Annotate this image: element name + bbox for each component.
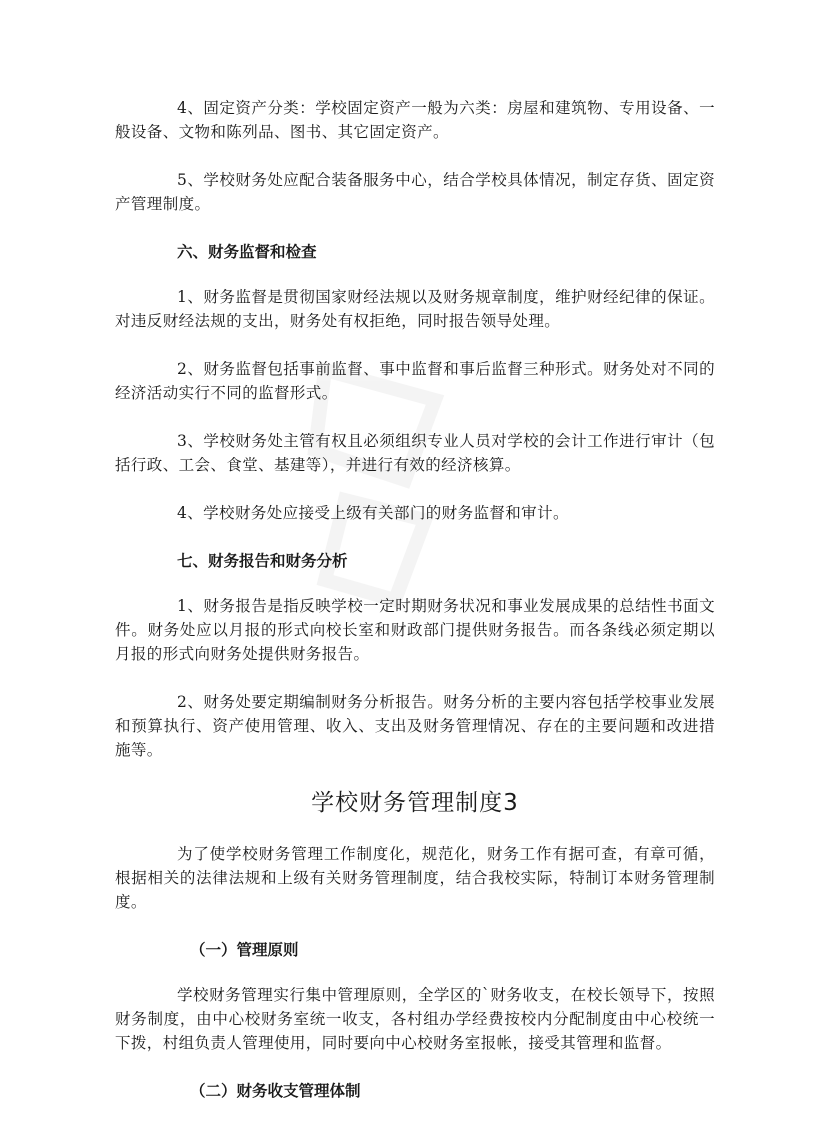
section-heading-financial-report: 七、财务报告和财务分析 — [177, 552, 348, 570]
paragraph-report-1: 1、财务报告是指反映学校一定时期财务状况和事业发展成果的总结性书面文件。财务处应以月报的形式向校长室和财政部门提供财务报告。而各条线必须定期以月报的形式向财务处提供财务报告。 — [115, 597, 715, 663]
document-body — [115, 96, 715, 1124]
paragraph-supervision-3: 3、学校财务处主管有权且必须组织专业人员对学校的会计工作进行审计（包括行政、工会、食堂、基建等），并进行有效的经济核算。 — [115, 432, 715, 474]
document-title: 学校财务管理制度3 — [311, 790, 519, 816]
paragraph-intro: 为了使学校财务管理工作制度化，规范化，财务工作有据可查，有章可循，根据相关的法律法规和上级有关财务管理制度，结合我校实际，特制订本财务管理制度。 — [115, 845, 715, 911]
paragraph-asset-management-rules: 5、学校财务处应配合装备服务中心，结合学校具体情况，制定存货、固定资产管理制度。 — [115, 171, 715, 213]
paragraph-management-principle: 学校财务管理实行集中管理原则，全学区的`财务收支，在校长领导下，按照财务制度，由中心校财务室统一收支，各村组办学经费按校内分配制度由中心校统一下拨，村组负责人管理使用，同时要向中心校财务室报帐，接受其管理和监督。 — [115, 986, 715, 1052]
paragraph-supervision-2: 2、财务监督包括事前监督、事中监督和事后监督三种形式。财务处对不同的经济活动实行不同的监督形式。 — [115, 360, 715, 402]
section-heading-financial-supervision: 六、财务监督和检查 — [177, 243, 317, 261]
subsection-heading-management-principle: （一）管理原则 — [190, 941, 299, 959]
subsection-heading-revenue-expense-system: （二）财务收支管理体制 — [190, 1082, 361, 1100]
paragraph-fixed-asset-categories: 4、固定资产分类：学校固定资产一般为六类：房屋和建筑物、专用设备、一般设备、文物和陈列品、图书、其它固定资产。 — [115, 99, 715, 141]
paragraph-report-2: 2、财务处要定期编制财务分析报告。财务分析的主要内容包括学校事业发展和预算执行、资产使用管理、收入、支出及财务管理情况、存在的主要问题和改进措施等。 — [115, 693, 715, 759]
paragraph-supervision-4: 4、学校财务处应接受上级有关部门的财务监督和审计。 — [177, 504, 569, 522]
paragraph-supervision-1: 1、财务监督是贯彻国家财经法规以及财务规章制度，维护财经纪律的保证。对违反财经法规的支出，财务处有权拒绝，同时报告领导处理。 — [115, 288, 715, 330]
